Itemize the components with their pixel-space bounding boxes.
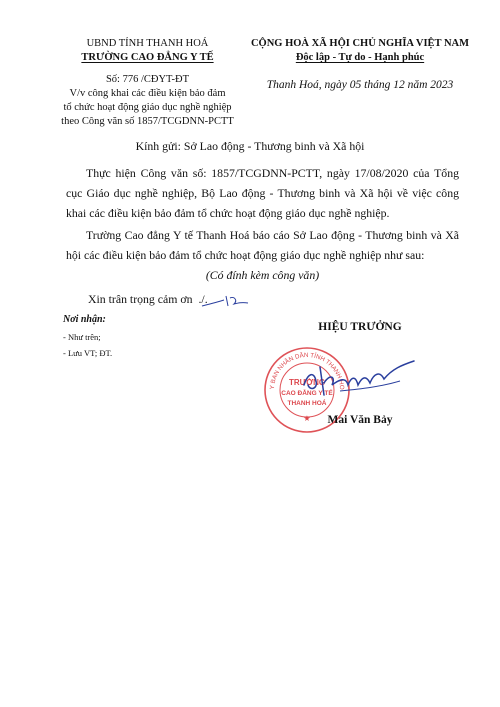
subject-line-3: theo Công văn số 1857/TCGDNN-PCTT	[61, 116, 234, 127]
closing-initial: ./.	[198, 292, 208, 306]
seal-center-line-1: TRƯỜNG	[288, 378, 326, 387]
receiver-item: - Như trên;	[63, 332, 101, 342]
nation-motto: Độc lập - Tự do - Hạnh phúc	[295, 52, 425, 63]
subject-line-2: tổ chức hoạt động giáo dục nghề nghiệp	[63, 102, 232, 113]
attachment-note: (Có đính kèm công văn)	[205, 268, 320, 282]
header-right	[250, 37, 470, 65]
document-number: Số: 776 /CĐYT-ĐT	[105, 74, 190, 85]
initial-signature-icon	[200, 294, 250, 310]
seal-center-line-2: CAO ĐẲNG Y TẾ	[281, 390, 333, 397]
receiver-item: - Lưu VT; ĐT.	[63, 348, 113, 358]
subject-line-1: V/v công khai các điều kiện bảo đảm	[69, 88, 226, 99]
seal-bottom-text: THANH HOÁ	[287, 400, 327, 407]
seal-top-text: ỦY BAN NHÂN DÂN TỈNH THANH HOÁ	[259, 340, 346, 390]
handwritten-signature-icon	[300, 355, 420, 405]
closing-text: Xin trân trọng cảm ơn	[88, 292, 193, 306]
paragraph-2: Trường Cao đẳng Y tế Thanh Hoá báo cáo Sở Lao động - Thương binh và Xã hội các điều kiện bảo đảm tổ chức hoạt động giáo dục nghề nghiệp như sau:	[66, 228, 459, 262]
seal-star-icon: ★	[303, 414, 311, 423]
signer-position: HIỆU TRƯỞNG	[318, 321, 402, 333]
school-name: TRƯỜNG CAO ĐẲNG Y TẾ	[81, 52, 214, 63]
agency-name: UBND TỈNH THANH HOÁ	[86, 38, 209, 49]
recipient: Kính gửi: Sở Lao động - Thương binh và Xã hội	[135, 139, 365, 153]
paragraph-1: Thực hiện Công văn số: 1857/TCGDNN-PCTT, ngày 17/08/2020 của Tổng cục Giáo dục nghề nghiệp, Bộ Lao động - Thương binh và Xã hội về việc công khai các điều kiện bảo đảm tổ chức hoạt động giáo dục nghề nghiệp.	[66, 166, 459, 220]
receivers-title: Nơi nhận:	[63, 314, 106, 325]
closing-line	[88, 289, 208, 309]
receivers-block	[63, 312, 112, 360]
header-left	[45, 37, 250, 129]
place-date: Thanh Hoá, ngày 05 tháng 12 năm 2023	[266, 79, 454, 91]
nation-title: CỘNG HOÀ XÃ HỘI CHỦ NGHĨA VIỆT NAM	[250, 38, 470, 49]
signer-name: Mai Văn Bảy	[327, 414, 393, 426]
